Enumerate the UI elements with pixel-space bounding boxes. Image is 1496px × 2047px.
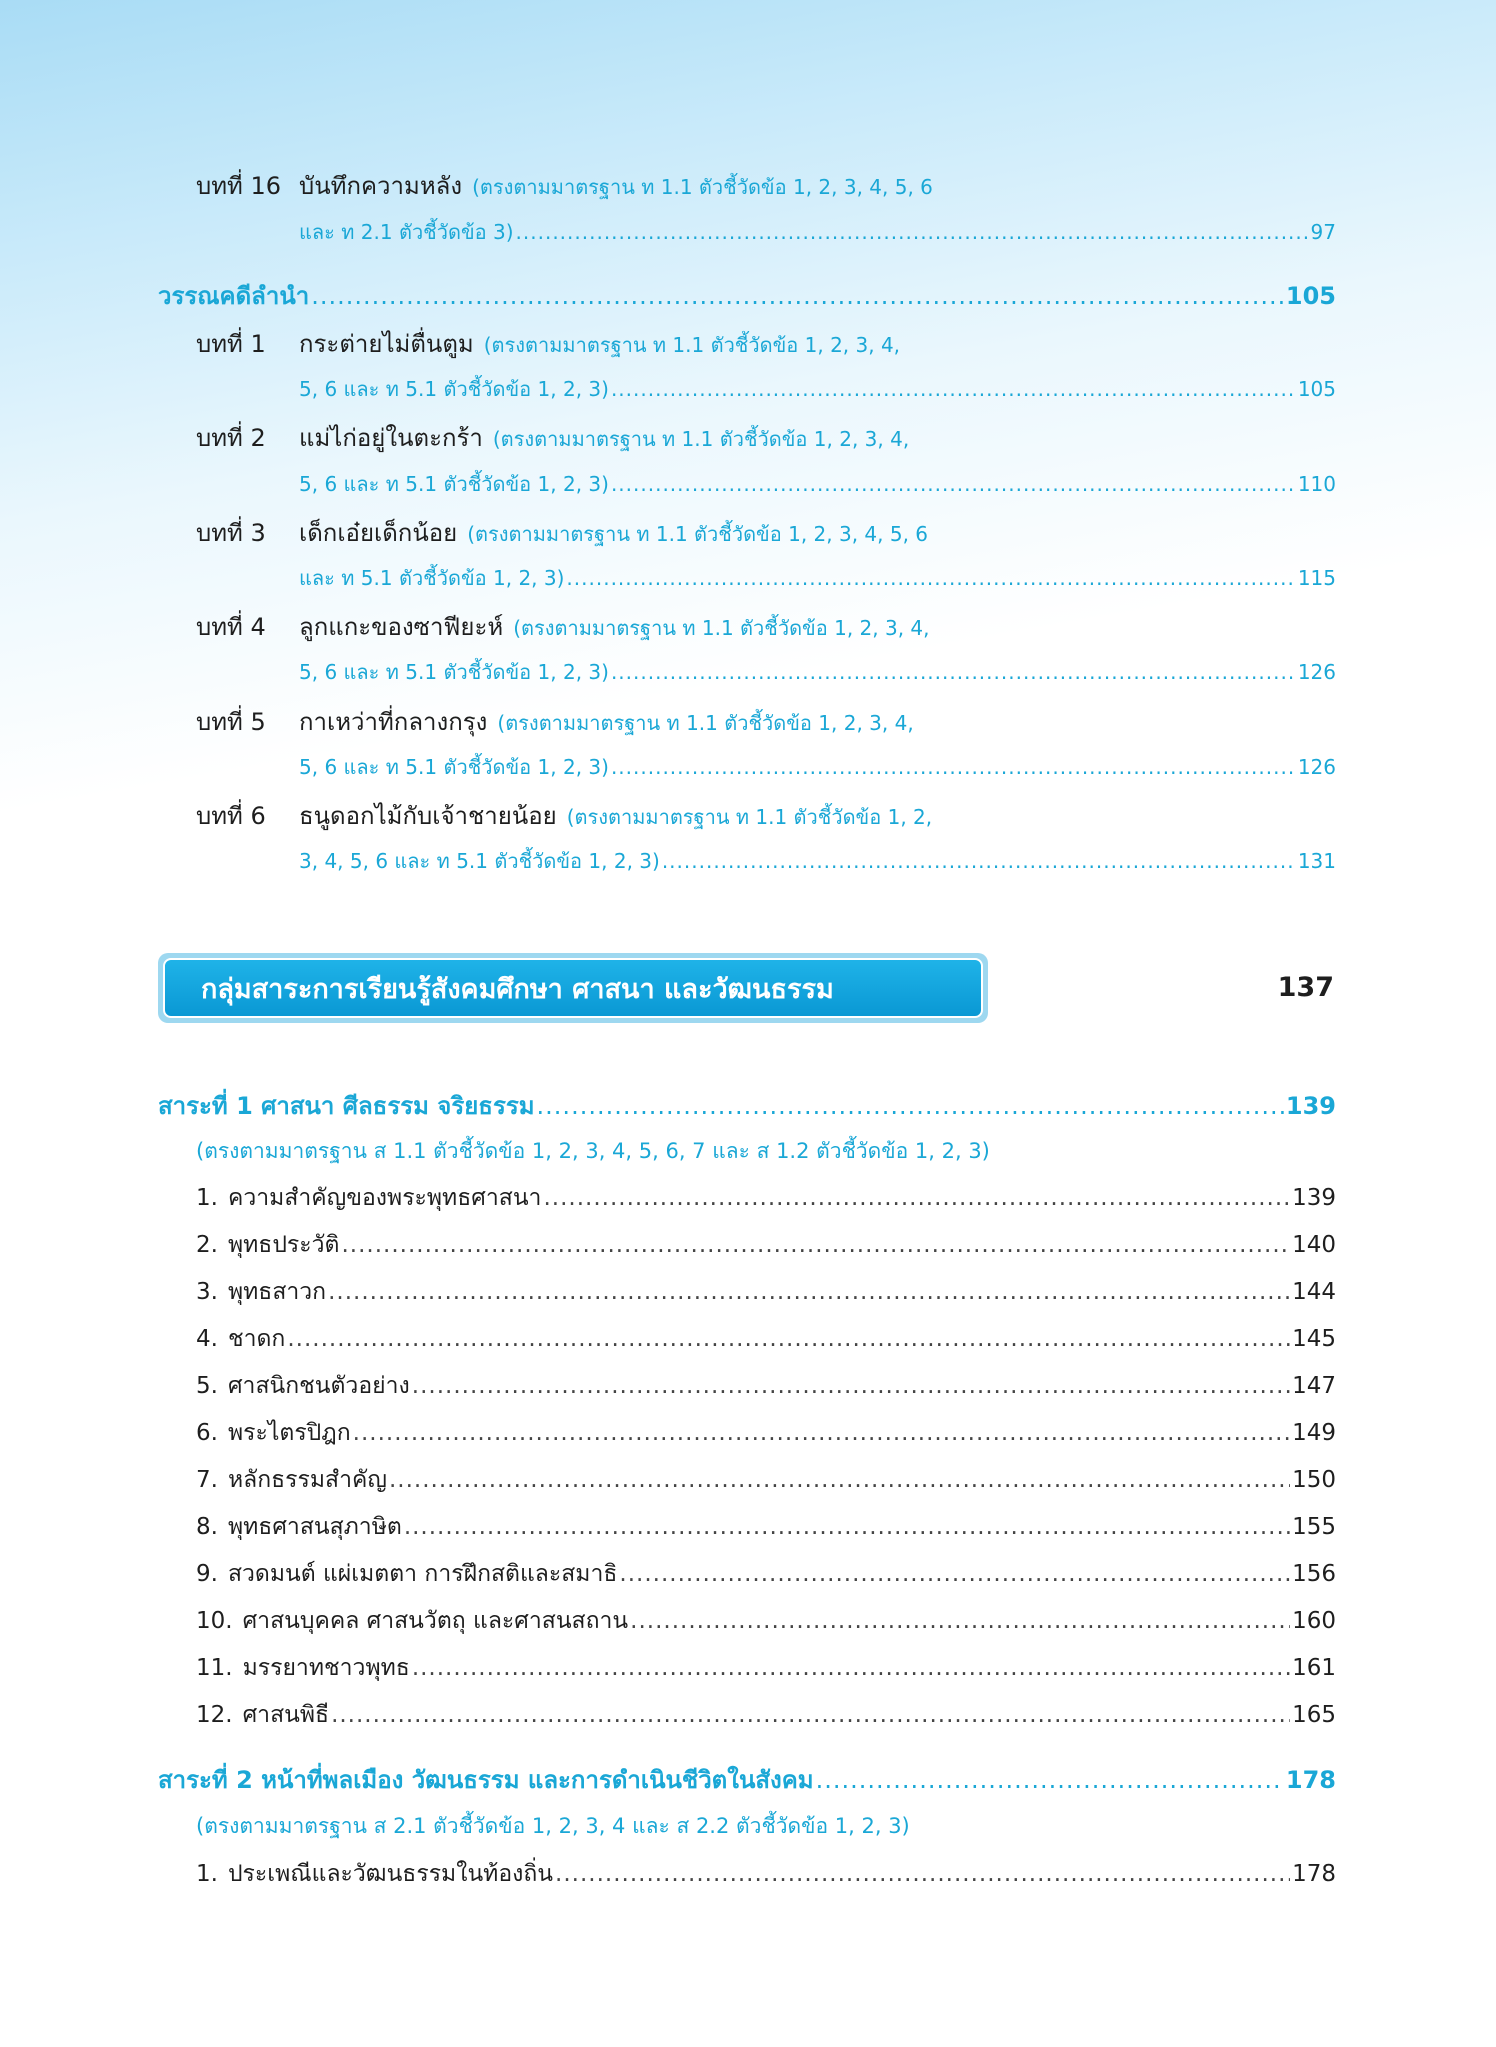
strand-1-standard: (ตรงตามมาตรฐาน ส 1.1 ตัวชี้วัดข้อ 1, 2, 3, 4, 5, 6, 7 และ ส 1.2 ตัวชี้วัดข้อ 1, 2, 3) [196,1139,990,1163]
item-number: 5. [196,1373,218,1399]
page-number: 139 [1285,1092,1336,1120]
toc-lesson-3[interactable] [196,513,1336,552]
lesson-number: บทที่ 1 [196,330,266,358]
dot-leader [611,755,1296,779]
dot-leader [611,660,1296,684]
page-number: 97 [1310,220,1336,244]
item-number: 1. [196,1185,218,1211]
toc-lesson-1-cont[interactable] [299,373,1336,405]
page-number: 156 [1292,1561,1336,1587]
toc-item[interactable] [196,1321,1336,1357]
page-number: 161 [1292,1655,1336,1681]
dot-leader [404,1514,1290,1540]
lesson-standard-note: (ตรงตามมาตรฐาน ท 1.1 ตัวชี้วัดข้อ 1, 2, 3, 4, [497,711,914,735]
strand-title: สาระที่ 2 หน้าที่พลเมือง วัฒนธรรม และการดำเนินชีวิตในสังคม [158,1766,814,1794]
lesson-standard-note: (ตรงตามมาตรฐาน ท 1.1 ตัวชี้วัดข้อ 1, 2, 3, 4, [492,427,910,451]
toc-lesson-4-cont[interactable] [299,656,1336,688]
dot-leader [412,1373,1290,1399]
item-title: มรรยาทชาวพุทธ [242,1655,410,1681]
dot-leader [630,1608,1290,1634]
lesson-standard-note: (ตรงตามมาตรฐาน ท 1.1 ตัวชี้วัดข้อ 1, 2, [566,805,933,829]
page-number: 115 [1297,566,1336,590]
dot-leader [566,566,1295,590]
lesson-standard-note: 3, 4, 5, 6 และ ท 5.1 ตัวชี้วัดข้อ 1, 2, 3) [299,849,660,873]
lesson-standard-note: (ตรงตามมาตรฐาน ท 1.1 ตัวชี้วัดข้อ 1, 2, 3, 4, 5, 6 [467,522,929,546]
toc-strand-2[interactable] [158,1760,1336,1799]
page-number: 160 [1292,1608,1336,1634]
toc-lesson-16-cont[interactable] [299,216,1336,248]
toc-item[interactable] [196,1368,1336,1404]
item-number: 9. [196,1561,218,1587]
lesson-standard-note: 5, 6 และ ท 5.1 ตัวชี้วัดข้อ 1, 2, 3) [299,755,609,779]
toc-item[interactable] [196,1227,1336,1263]
toc-item[interactable] [196,1462,1336,1498]
page-number: 110 [1297,472,1336,496]
subject-group-page-number: 137 [1277,972,1334,1003]
section-title: วรรณคดีลำนำ [158,282,310,310]
lesson-standard-note: (ตรงตามมาตรฐาน ท 1.1 ตัวชี้วัดข้อ 1, 2, 3, 4, [483,333,901,357]
toc-item[interactable] [196,1650,1336,1686]
item-number: 8. [196,1514,218,1540]
page-number: 178 [1285,1766,1336,1794]
lesson-number: บทที่ 5 [196,708,266,736]
page-number: 165 [1292,1702,1336,1728]
dot-leader [611,377,1296,401]
page-number: 140 [1292,1232,1336,1258]
lesson-standard-note: และ ท 2.1 ตัวชี้วัดข้อ 3) [299,220,514,244]
page-number: 155 [1292,1514,1336,1540]
item-title: ศาสนพิธี [242,1702,330,1728]
dot-leader [611,472,1296,496]
item-title: ศาสนบุคคล ศาสนวัตถุ และศาสนสถาน [242,1608,629,1634]
item-number: 12. [196,1702,233,1728]
strand-2-standard: (ตรงตามมาตรฐาน ส 2.1 ตัวชี้วัดข้อ 1, 2, 3, 4 และ ส 2.2 ตัวชี้วัดข้อ 1, 2, 3) [196,1814,910,1838]
page-number: 105 [1297,377,1336,401]
dot-leader [311,282,1284,310]
dot-leader [389,1467,1290,1493]
page-number: 126 [1297,660,1336,684]
dot-leader [816,1766,1284,1794]
lesson-number: บทที่ 6 [196,802,266,830]
dot-leader [287,1326,1290,1352]
page-number: 149 [1292,1420,1336,1446]
page-number: 139 [1292,1185,1336,1211]
item-number: 11. [196,1655,233,1681]
page-number: 131 [1297,849,1336,873]
toc-item[interactable] [196,1415,1336,1451]
toc-strand-1[interactable] [158,1086,1336,1125]
lesson-standard-note: (ตรงตามมาตรฐาน ท 1.1 ตัวชี้วัดข้อ 1, 2, 3, 4, [513,616,930,640]
item-number: 7. [196,1467,218,1493]
item-title: ชาดก [227,1326,286,1352]
lesson-standard-note: และ ท 5.1 ตัวชี้วัดข้อ 1, 2, 3) [299,566,565,590]
lesson-standard-note: 5, 6 และ ท 5.1 ตัวชี้วัดข้อ 1, 2, 3) [299,472,609,496]
toc-lesson-3-cont[interactable] [299,562,1336,594]
item-title: พุทธศาสนสุภาษิต [227,1514,402,1540]
page-number: 126 [1297,755,1336,779]
strand-title: สาระที่ 1 ศาสนา ศีลธรรม จริยธรรม [158,1092,535,1120]
item-title: พุทธสาวก [227,1279,327,1305]
lesson-title: แม่ไก่อยู่ในตะกร้า [299,424,483,452]
item-number: 4. [196,1326,218,1352]
item-title: ประเพณีและวัฒนธรรมในท้องถิ่น [227,1861,554,1887]
subject-group-banner[interactable] [158,953,988,1023]
dot-leader [537,1092,1284,1120]
item-title: ศาสนิกชนตัวอย่าง [227,1373,410,1399]
lesson-standard-note: 5, 6 และ ท 5.1 ตัวชี้วัดข้อ 1, 2, 3) [299,660,609,684]
lesson-title: บันทึกความหลัง [299,172,463,200]
lesson-number: บทที่ 16 [196,172,282,200]
toc-lesson-4[interactable] [196,607,1336,646]
subject-group-title: กลุ่มสาระการเรียนรู้สังคมศึกษา ศาสนา และวัฒนธรรม [163,958,983,1018]
dot-leader [543,1185,1290,1211]
toc-section-literature[interactable] [158,276,1336,315]
page-number: 144 [1292,1279,1336,1305]
dot-leader [412,1655,1290,1681]
page-number: 105 [1285,282,1336,310]
toc-lesson-1[interactable] [196,324,1336,363]
page-number: 147 [1292,1373,1336,1399]
toc-item[interactable] [196,1509,1336,1545]
lesson-standard-note: (ตรงตามมาตรฐาน ท 1.1 ตัวชี้วัดข้อ 1, 2, 3, 4, 5, 6 [472,175,933,199]
lesson-title: กระต่ายไม่ตื่นตูม [299,330,474,358]
toc-item[interactable] [196,1697,1336,1733]
dot-leader [328,1279,1290,1305]
lesson-title: ลูกแกะของซาฟียะห์ [299,613,504,641]
toc-lesson-6[interactable] [196,796,1336,835]
dot-leader [555,1861,1290,1887]
lesson-title: ธนูดอกไม้กับเจ้าชายน้อย [299,802,557,830]
lesson-standard-note: 5, 6 และ ท 5.1 ตัวชี้วัดข้อ 1, 2, 3) [299,377,609,401]
item-number: 1. [196,1861,218,1887]
page-number: 178 [1292,1861,1336,1887]
toc-lesson-5[interactable] [196,702,1336,741]
toc-item[interactable] [196,1274,1336,1310]
page-number: 145 [1292,1326,1336,1352]
dot-leader [662,849,1296,873]
item-title: สวดมนต์ แผ่เมตตา การฝึกสติและสมาธิ [227,1561,618,1587]
toc-lesson-2[interactable] [196,418,1336,457]
toc-lesson-16[interactable] [196,166,1336,205]
toc-item[interactable] [196,1556,1336,1592]
lesson-number: บทที่ 3 [196,519,266,547]
toc-lesson-2-cont[interactable] [299,468,1336,500]
item-title: พระไตรปิฎก [227,1420,351,1446]
dot-leader [619,1561,1290,1587]
item-number: 10. [196,1608,233,1634]
dot-leader [353,1420,1290,1446]
lesson-title: เด็กเอ๋ยเด็กน้อย [299,519,458,547]
dot-leader [516,220,1309,244]
item-number: 6. [196,1420,218,1446]
item-title: พุทธประวัติ [227,1232,340,1258]
toc-lesson-5-cont[interactable] [299,751,1336,783]
toc-item[interactable] [196,1856,1336,1892]
dot-leader [331,1702,1290,1728]
toc-item[interactable] [196,1603,1336,1639]
item-title: หลักธรรมสำคัญ [227,1467,387,1493]
toc-lesson-6-cont[interactable] [299,845,1336,877]
page-number: 150 [1292,1467,1336,1493]
dot-leader [341,1232,1290,1258]
lesson-number: บทที่ 4 [196,613,266,641]
lesson-number: บทที่ 2 [196,424,266,452]
item-number: 2. [196,1232,218,1258]
item-number: 3. [196,1279,218,1305]
lesson-title: กาเหว่าที่กลางกรุง [299,708,488,736]
toc-item[interactable] [196,1180,1336,1216]
item-title: ความสำคัญของพระพุทธศาสนา [227,1185,542,1211]
